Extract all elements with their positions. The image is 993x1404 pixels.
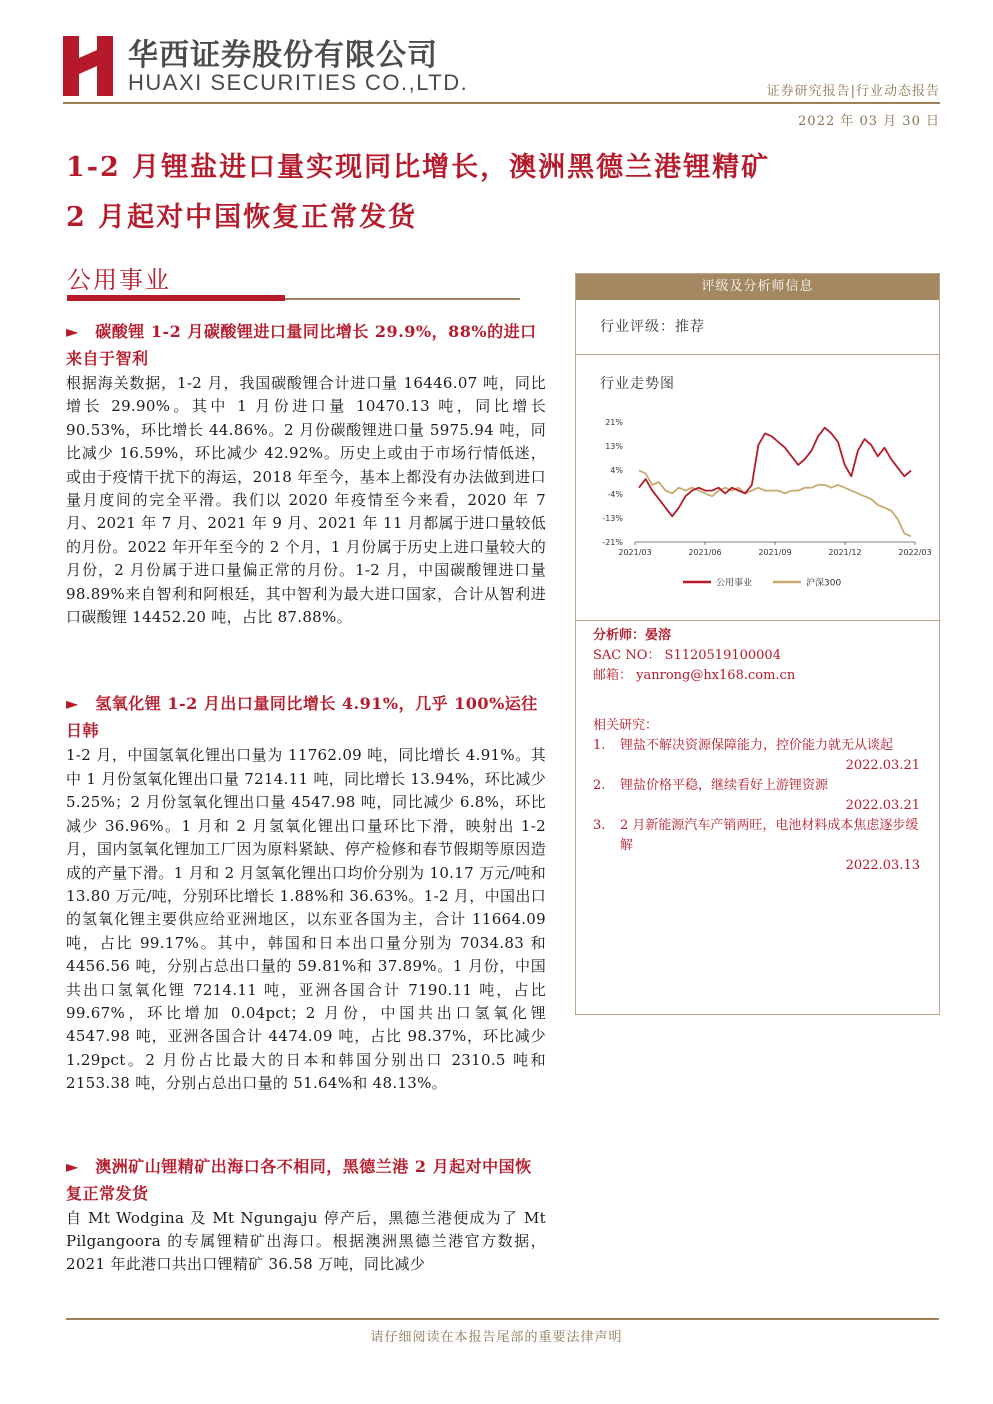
sector-divider xyxy=(285,298,520,300)
x-tick-label: 2021/06 xyxy=(688,548,722,557)
section-heading: ► 碳酸锂 1-2 月碳酸锂进口量同比增长 29.9%，88%的进口来自于智利 xyxy=(66,322,537,368)
y-tick-label: 13% xyxy=(605,442,623,451)
legend-label: 公用事业 xyxy=(716,578,753,589)
y-tick-label: 21% xyxy=(605,418,623,427)
panel-header: 评级及分析师信息 xyxy=(576,274,939,300)
x-tick-label: 2021/03 xyxy=(618,548,652,557)
x-tick-label: 2022/03 xyxy=(898,548,932,557)
footer-divider xyxy=(66,1318,939,1320)
report-date: 2022 年 03 月 30 日 xyxy=(798,114,940,129)
title-line-1: 1-2 月锂盐进口量实现同比增长，澳洲黑德兰港锂精矿 xyxy=(66,152,771,183)
panel-divider xyxy=(576,354,939,355)
title-line-2: 2 月起对中国恢复正常发货 xyxy=(66,202,418,233)
section-heading: ► 澳洲矿山锂精矿出海口各不相同，黑德兰港 2 月起对中国恢复正常发货 xyxy=(66,1156,532,1203)
related-number: 3. xyxy=(593,818,606,833)
section-body: 根据海关数据，1-2 月，我国碳酸锂合计进口量 16446.07 吨，同比增长 29.90%。其中 1 月份进口量 10470.13 吨，同比增长 90.53%，环比增长 44.86%。2 月份碳酸锂进口量 5975.94 吨，同比减少 16.59%，环比减少 42.92%。历史上或由于市场行情低迷，或由于疫情干扰下的海运，2018 年至今，基本上都没有办法做到进口量月度间的完全平滑。我们以 2020 年疫情至今来看，2020 年 7 月、2021 年 7 月、2021 年 9 月、2021 年 11 月都属于进口量较低的月份。2022 年开年至今的 2 个月，1 月份属于历史上进口量较大的月份，2 月份属于进口量偏正常的月份。1-2 月，中国碳酸锂进口量 98.89%来自智利和阿根廷，其中智利为最大进口国家，合计从智利进口碳酸锂 14452.20 吨，占比 87.88%。 xyxy=(66,374,546,627)
related-text: 锂盐不解决资源保障能力，控价能力就无从谈起 xyxy=(620,738,894,753)
analyst-name: 分析师：晏溶 xyxy=(593,628,672,643)
sector-label: 公用事业 xyxy=(67,266,171,294)
y-tick-label: -13% xyxy=(602,514,623,523)
x-tick-label: 2021/12 xyxy=(828,548,862,557)
section-port-hedland xyxy=(66,1153,546,1277)
x-tick-label: 2021/09 xyxy=(758,548,792,557)
related-text: 2 月新能源汽车产销两旺，电池材料成本焦虑逐步缓解 xyxy=(620,818,919,853)
related-item[interactable] xyxy=(593,736,923,756)
report-title xyxy=(66,143,946,243)
related-date: 2022.03.21 xyxy=(845,758,920,773)
company-name-cn: 华西证券股份有限公司 xyxy=(128,38,438,73)
related-title: 相关研究： xyxy=(593,718,659,733)
related-number: 1. xyxy=(593,738,606,753)
related-research xyxy=(593,716,923,876)
trend-chart-label: 行业走势图 xyxy=(600,376,675,392)
panel-divider xyxy=(576,620,939,621)
sector-divider-accent xyxy=(67,295,285,301)
company-name-en: HUAXI SECURITIES CO.,LTD. xyxy=(128,70,469,95)
section-body: 自 Mt Wodgina 及 Mt Ngungaju 停产后，黑德兰港便成为了 Mt Pilgangoora 的专属锂精矿出海口。根据澳洲黑德兰港官方数据，2021 年此港口共出口锂精矿 36.58 万吨，同比减少 xyxy=(66,1208,546,1274)
legend-label: 沪深300 xyxy=(806,578,842,589)
analyst-email: 邮箱： yanrong@hx168.com.cn xyxy=(593,668,796,683)
industry-trend-chart xyxy=(597,410,937,600)
analyst-sac: SAC NO： S1120519100004 xyxy=(593,648,781,663)
section-lithium-hydroxide xyxy=(66,690,546,1095)
legal-notice: 请仔细阅读在本报告尾部的重要法律声明 xyxy=(370,1330,623,1345)
company-logo-icon xyxy=(63,36,113,96)
y-tick-label: -21% xyxy=(602,538,623,547)
y-tick-label: -4% xyxy=(607,490,623,499)
related-text: 锂盐价格平稳，继续看好上游锂资源 xyxy=(620,778,829,793)
related-item[interactable] xyxy=(593,776,923,796)
document-type: 证券研究报告|行业动态报告 xyxy=(766,84,940,99)
related-date: 2022.03.13 xyxy=(845,858,920,873)
section-lithium-carbonate xyxy=(66,318,546,629)
analyst-info xyxy=(593,626,795,686)
main-content xyxy=(66,318,546,1292)
y-tick-label: 4% xyxy=(610,466,623,475)
section-body: 1-2 月，中国氢氧化锂出口量为 11762.09 吨，同比增长 4.91%。其中 1 月份氢氧化锂出口量 7214.11 吨，同比增长 13.94%，环比减少 5.25%；2 月份氢氧化锂出口量 4547.98 吨，同比减少 6.8%，环比减少 36.96%。1 月和 2 月氢氧化锂出口量环比下滑，映射出 1-2 月，国内氢氧化锂加工厂因为原料紧缺、停产检修和春节假期等原因造成的产量下滑。1 月和 2 月氢氧化锂出口均价分别为 10.17 万元/吨和 13.80 万元/吨，分别环比增长 1.88%和 36.63%。1-2 月，中国出口的氢氧化锂主要供应给亚洲地区，以东亚各国为主，合计 11664.09 吨，占比 99.17%。其中，韩国和日本出口量分别为 7034.83 和 4456.56 吨，分别占总出口量的 59.81%和 37.89%。1 月份，中国共出口氢氧化锂 7214.11 吨，亚洲各国合计 7190.11 吨，占比 99.67%，环比增加 0.04pct；2 月份，中国共出口氢氧化锂 4547.98 吨，亚洲各国合计 4474.09 吨，占比 98.37%，环比减少 1.29pct。2 月份占比最大的日本和韩国分别出口 2310.5 吨和 2153.38 吨，分别占总出口量的 51.64%和 48.13%。 xyxy=(66,746,546,1093)
related-number: 2. xyxy=(593,778,606,793)
industry-rating: 行业评级：推荐 xyxy=(600,319,705,335)
related-date: 2022.03.21 xyxy=(845,798,920,813)
section-heading: ► 氢氧化锂 1-2 月出口量同比增长 4.91%，几乎 100%运往日韩 xyxy=(66,694,538,741)
series-line xyxy=(639,428,911,517)
series-line xyxy=(639,471,911,537)
header-divider xyxy=(63,102,940,104)
related-item[interactable] xyxy=(593,816,923,856)
